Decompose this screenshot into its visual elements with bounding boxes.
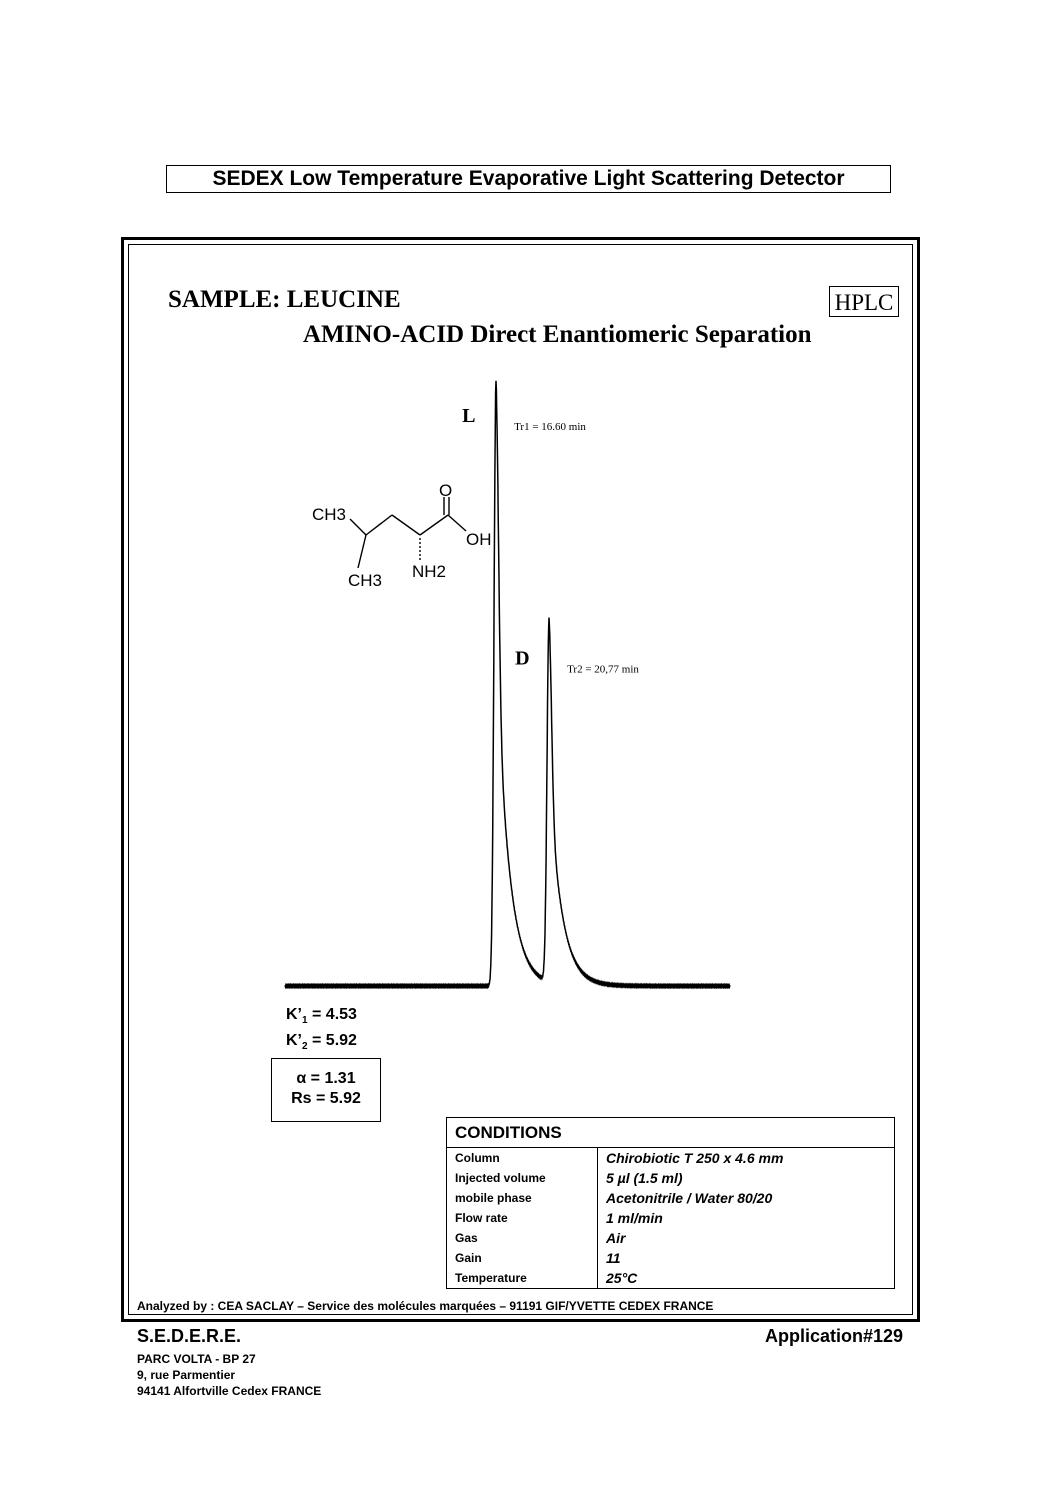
alpha-value: α = 1.31 bbox=[296, 1070, 356, 1087]
table-row bbox=[447, 1188, 895, 1208]
document-banner: SEDEX Low Temperature Evaporative Light Scattering Detector bbox=[166, 165, 891, 193]
condition-value: Acetonitrile / Water 80/20 bbox=[598, 1188, 895, 1208]
bond-oh bbox=[448, 515, 466, 531]
address-line: 94141 Alfortville Cedex FRANCE bbox=[137, 1384, 322, 1398]
condition-label: Gas bbox=[447, 1228, 598, 1248]
k2-stat bbox=[286, 1031, 357, 1057]
condition-label: Temperature bbox=[447, 1268, 598, 1289]
k1-prefix: K’ bbox=[286, 1006, 302, 1023]
bond-chain-3 bbox=[420, 515, 448, 535]
leucine-structure bbox=[350, 497, 466, 568]
address-line: PARC VOLTA - BP 27 bbox=[137, 1352, 256, 1366]
chromatogram-trace bbox=[285, 381, 730, 987]
analyzed-by: Analyzed by : CEA SACLAY – Service des molécules marquées – 91191 GIF/YVETTE CEDEX FRANCE bbox=[137, 1299, 714, 1313]
k2-value: = 5.92 bbox=[307, 1032, 357, 1050]
capacity-factors bbox=[286, 1005, 357, 1057]
retention-time-label: Tr1 = 16.60 min bbox=[514, 421, 586, 433]
table-row bbox=[447, 1168, 895, 1188]
label-ch3-top: CH3 bbox=[312, 505, 347, 524]
condition-value: Air bbox=[598, 1228, 895, 1248]
table-row bbox=[447, 1228, 895, 1248]
technique-badge: HPLC bbox=[829, 286, 899, 317]
condition-value: 11 bbox=[598, 1248, 895, 1268]
conditions-title: CONDITIONS bbox=[447, 1118, 895, 1148]
peak-name-label: L bbox=[462, 405, 476, 427]
label-oh: OH bbox=[466, 530, 492, 549]
bond-chain-2 bbox=[392, 515, 420, 535]
peak-name-label: D bbox=[515, 647, 530, 670]
address-line: 9, rue Parmentier bbox=[137, 1368, 236, 1382]
selectivity-box bbox=[271, 1058, 381, 1122]
label-ch3-bottom: CH3 bbox=[348, 571, 383, 590]
k1-value: = 4.53 bbox=[307, 1006, 357, 1023]
k2-subscript: 2 bbox=[302, 1041, 308, 1053]
k2-prefix: K’ bbox=[286, 1032, 302, 1050]
label-carbonyl-o: O bbox=[439, 481, 453, 500]
condition-value: 1 ml/min bbox=[598, 1208, 895, 1228]
condition-label: Gain bbox=[447, 1248, 598, 1268]
condition-value: Chirobiotic T 250 x 4.6 mm bbox=[598, 1148, 895, 1169]
bond-ch3-top bbox=[350, 519, 366, 535]
condition-label: mobile phase bbox=[447, 1188, 598, 1208]
k1-stat bbox=[286, 1005, 357, 1031]
table-row bbox=[447, 1208, 895, 1228]
condition-label: Injected volume bbox=[447, 1168, 598, 1188]
condition-label: Column bbox=[447, 1148, 598, 1169]
company-name: S.E.D.E.R.E. bbox=[137, 1326, 242, 1346]
k1-subscript: 1 bbox=[302, 1015, 308, 1027]
bond-ch3-bottom bbox=[358, 535, 366, 568]
label-nh2: NH2 bbox=[412, 562, 447, 581]
condition-label: Flow rate bbox=[447, 1208, 598, 1228]
condition-value: 25°C bbox=[598, 1268, 895, 1289]
table-row bbox=[447, 1148, 895, 1169]
sample-title: SAMPLE: LEUCINE bbox=[168, 286, 401, 313]
table-row bbox=[447, 1268, 895, 1289]
table-row bbox=[447, 1248, 895, 1268]
application-number: Application#129 bbox=[765, 1326, 904, 1346]
rs-value: Rs = 5.92 bbox=[291, 1090, 361, 1107]
bond-chain-1 bbox=[366, 515, 392, 535]
conditions-table bbox=[446, 1117, 895, 1289]
separation-subtitle: AMINO-ACID Direct Enantiomeric Separation bbox=[303, 321, 812, 348]
retention-time-label: Tr2 = 20,77 min bbox=[567, 663, 639, 676]
condition-value: 5 µl (1.5 ml) bbox=[598, 1168, 895, 1188]
